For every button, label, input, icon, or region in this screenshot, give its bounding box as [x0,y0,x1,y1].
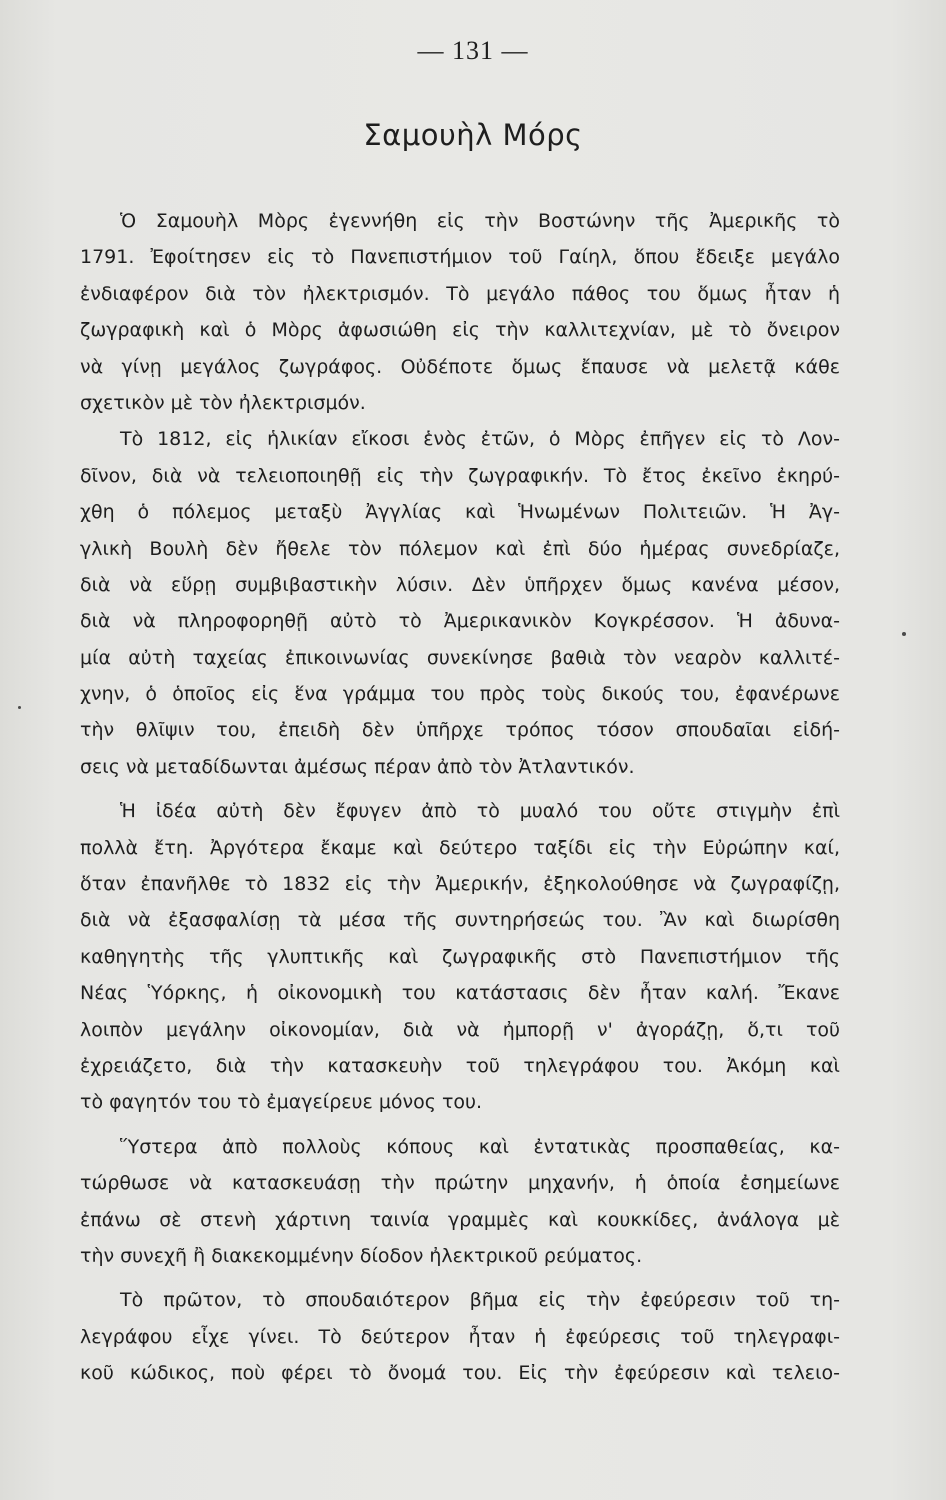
text-line: Τὸ 1812, εἰς ἡλικίαν εἴκοσι ἑνὸς ἐτῶν, ὁ Μὸρς ἐπῆγεν εἰς τὸ Λον- [120,428,840,451]
paragraph-gap [80,1274,840,1282]
text-line: διὰ νὰ πληροφορηθῇ αὐτὸ τὸ Ἀμερικανικὸν Κογκρέσσον. Ἡ ἀδυνα- [80,610,840,633]
text-line: τώρθωσε νὰ κατασκευάσῃ τὴν πρώτην μηχανήν, ἡ ὁποία ἐσημείωνε [80,1172,840,1195]
text-line: ἐχρειάζετο, διὰ τὴν κατασκευὴν τοῦ τηλεγράφου του. Ἀκόμη καὶ [80,1054,840,1077]
text-line: μία αὐτὴ ταχείας ἐπικοινωνίας συνεκίνησε βαθιὰ τὸν νεαρὸν καλλιτέ- [80,646,840,669]
text-line: Ὕστερα ἀπὸ πολλοὺς κόπους καὶ ἐντατικὰς προσπαθείας, κα- [120,1135,840,1158]
text-line: νὰ γίνῃ μεγάλος ζωγράφος. Οὐδέποτε ὅμως ἔπαυσε νὰ μελετᾷ κάθε [80,355,840,378]
text-line: καθηγητὴς τῆς γλυπτικῆς καὶ ζωγραφικῆς στὸ Πανεπιστήμιον τῆς [80,945,840,968]
text-line: λεγράφου εἶχε γίνει. Τὸ δεύτερον ἦταν ἡ ἐφεύρεσις τοῦ τηλεγραφι- [80,1325,840,1348]
paragraph-gap [80,1121,840,1129]
paragraph [80,1129,840,1275]
text-line: 1791. Ἐφοίτησεν εἰς τὸ Πανεπιστήμιον τοῦ Γαίηλ, ὅπου ἔδειξε μεγάλο [80,246,840,269]
text-line: δῖνον, διὰ νὰ τελειοποιηθῇ εἰς τὴν ζωγραφικήν. Τὸ ἔτος ἐκεῖνο ἐκηρύ- [80,464,840,487]
text-line: Ἡ ἰδέα αὐτὴ δὲν ἔφυγεν ἀπὸ τὸ μυαλό του οὔτε στιγμὴν ἐπὶ [120,800,840,823]
scan-speck [18,706,21,709]
text-line: διὰ νὰ εὕρῃ συμβιβαστικὴν λύσιν. Δὲν ὑπῆρχεν ὅμως κανένα μέσον, [80,573,840,596]
text-line: σεις νὰ μεταδίδωνται ἀμέσως πέραν ἀπὸ τὸν Ἀτλαντικόν. [80,755,635,778]
text-line: λοιπὸν μεγάλην οἰκονομίαν, διὰ νὰ ἠμπορῇ ν' ἀγοράζῃ, ὅ,τι τοῦ [80,1018,840,1041]
page-number: — 131 — [417,36,529,65]
text-line: κοῦ κώδικος, ποὺ φέρει τὸ ὄνομά του. Εἰς τὴν ἐφεύρεσιν καὶ τελειο- [80,1362,840,1385]
text-line: ἐνδιαφέρον διὰ τὸν ἠλεκτρισμόν. Τὸ μεγάλο πάθος του ὅμως ἦταν ἡ [80,282,840,305]
text-line: ὅταν ἐπανῆλθε τὸ 1832 εἰς τὴν Ἀμερικήν, ἐξηκολούθησε νὰ ζωγραφίζῃ, [80,873,840,896]
body-text [80,203,840,1392]
chapter-title: Σαμουὴλ Μόρς [363,118,583,152]
text-line: γλικὴ Βουλὴ δὲν ἤθελε τὸν πόλεμον καὶ ἐπὶ δύο ἡμέρας συνεδρίαζε, [80,537,840,560]
paragraph [80,203,840,421]
text-line: Νέας Ὑόρκης, ἡ οἰκονομικὴ του κατάστασις δὲν ἦταν καλή. Ἔκανε [80,982,840,1005]
text-line: διὰ νὰ ἐξασφαλίσῃ τὰ μέσα τῆς συντηρήσεώς του. Ἂν καὶ διωρίσθη [80,909,840,932]
text-line: τὴν θλῖψιν του, ἐπειδὴ δὲν ὑπῆρχε τρόπος τόσον σπουδαῖαι εἰδή- [80,719,840,742]
text-line: τὴν συνεχῆ ἢ διακεκομμένην δίοδον ἠλεκτρικοῦ ρεύματος. [80,1244,643,1267]
paragraph [80,1282,840,1391]
scan-speck [902,632,906,636]
text-line: τὸ φαγητόν του τὸ ἐμαγείρευε μόνος του. [80,1091,483,1114]
text-line: χθη ὁ πόλεμος μεταξὺ Ἀγγλίας καὶ Ἡνωμένων Πολιτειῶν. Ἡ Ἀγ- [80,501,840,524]
paragraph [80,793,840,1121]
text-line: ἐπάνω σὲ στενὴ χάρτινη ταινία γραμμὲς καὶ κουκκίδες, ἀνάλογα μὲ [80,1208,840,1231]
text-line: σχετικὸν μὲ τὸν ἠλεκτρισμόν. [80,391,366,414]
text-line: χνην, ὁ ὁποῖος εἰς ἕνα γράμμα του πρὸς τοὺς δικούς του, ἐφανέρωνε [80,683,840,706]
text-line: Τὸ πρῶτον, τὸ σπουδαιότερον βῆμα εἰς τὴν ἐφεύρεσιν τοῦ τη- [120,1289,840,1312]
paragraph [80,421,840,785]
paragraph-gap [80,785,840,793]
text-line: Ὁ Σαμουὴλ Μὸρς ἐγεννήθη εἰς τὴν Βοστώνην τῆς Ἀμερικῆς τὸ [120,210,840,232]
text-line: πολλὰ ἔτη. Ἀργότερα ἔκαμε καὶ δεύτερο ταξίδι εἰς τὴν Εὐρώπην καί, [80,836,840,859]
text-line: ζωγραφικὴ καὶ ὁ Μὸρς ἀφωσιώθη εἰς τὴν καλλιτεχνίαν, μὲ τὸ ὄνειρον [80,319,840,342]
